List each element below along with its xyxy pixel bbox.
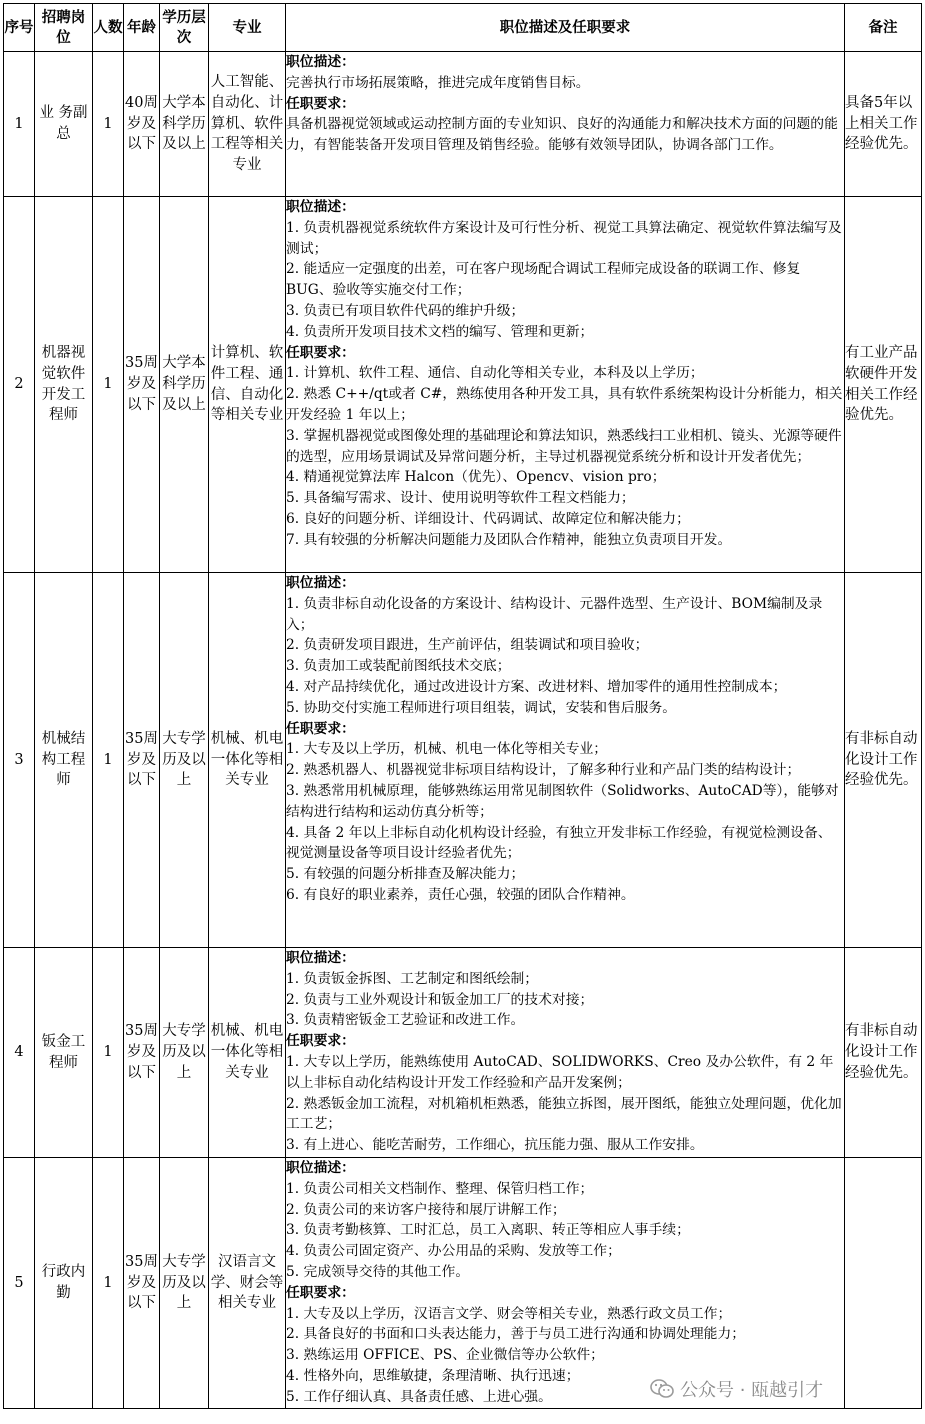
duty-item: 完善执行市场拓展策略，推进完成年度销售目标。 bbox=[286, 74, 590, 91]
requirement-item: 3. 掌握机器视觉或图像处理的基础理论和算法知识，熟悉线扫工业相机、镜头、光源等硬件的选型，应用场景调试及异常问题分析，主导过机器视觉系统分析和设计开发者优先； bbox=[286, 427, 842, 465]
requirement-item: 2. 熟悉 C++/qt或者 C#，熟练使用各种开发工具，具有软件系统架构设计分析能力，相关开发经验 1 年以上； bbox=[286, 386, 843, 423]
header-row bbox=[4, 4, 922, 52]
age-cell: 35周岁及以下 bbox=[124, 197, 160, 573]
header-position: 招聘岗位 bbox=[35, 4, 93, 52]
table-row bbox=[4, 1158, 922, 1409]
remark-cell: 有非标自动化设计工作经验优先。 bbox=[845, 573, 922, 948]
position-cell: 机器视觉软件开发工程师 bbox=[35, 197, 93, 573]
table-row bbox=[4, 52, 922, 197]
row-number: 5 bbox=[4, 1158, 35, 1409]
remark-cell: 具备5年以上相关工作经验优先。 bbox=[845, 52, 922, 197]
requirement-item: 6. 良好的问题分析、详细设计、代码调试、故障定位和解决能力； bbox=[286, 510, 690, 527]
age-cell: 35周岁及以下 bbox=[124, 948, 160, 1158]
duty-item: 2. 负责与工业外观设计和钣金加工厂的技术对接； bbox=[286, 991, 594, 1008]
remark-cell: 有非标自动化设计工作经验优先。 bbox=[845, 948, 922, 1158]
requirement-item: 1. 大专以上学历，能熟练使用 AutoCAD、SOLIDWORKS、Creo 及办公软件，有 2 年以上非标自动化结构设计开发工作经验和产品开发案例； bbox=[286, 1053, 834, 1091]
duty-item: 2. 能适应一定强度的出差，可在客户现场配合调试工程师完成设备的联调工作、修复 BUG、验收等实施交付工作； bbox=[286, 261, 801, 299]
wechat-official-account-icon bbox=[650, 1378, 674, 1400]
duty-heading: 职位描述： bbox=[286, 54, 355, 70]
requirement-item: 2. 熟悉钣金加工流程，对机箱机柜熟悉，能独立拆图，展开图纸，能独立处理问题，优化加工工艺； bbox=[286, 1095, 842, 1133]
major-cell: 机械、机电一体化等相关专业 bbox=[209, 948, 286, 1158]
count-cell: 1 bbox=[93, 52, 124, 197]
count-cell: 1 bbox=[93, 573, 124, 948]
duty-item: 5. 协助交付实施工程师进行项目组装，调试，安装和售后服务。 bbox=[286, 699, 677, 716]
duty-heading: 职位描述： bbox=[286, 575, 355, 591]
description-cell bbox=[286, 52, 845, 197]
major-cell: 汉语言文学、财会等相关专业 bbox=[209, 1158, 286, 1409]
duty-heading: 职位描述： bbox=[286, 1160, 355, 1176]
requirement-item: 4. 精通视觉算法库 Halcon（优先）、Opencv、vision pro； bbox=[286, 469, 666, 486]
requirement-heading: 任职要求： bbox=[286, 344, 355, 361]
requirement-item: 5. 具备编写需求、设计、使用说明等软件工程文档能力； bbox=[286, 490, 635, 507]
description-cell bbox=[286, 948, 845, 1158]
requirement-heading: 任职要求： bbox=[286, 1033, 355, 1050]
duty-item: 5. 完成领导交待的其他工作。 bbox=[286, 1263, 470, 1280]
duty-heading: 职位描述： bbox=[286, 199, 355, 215]
duty-item: 4. 负责所开发项目技术文档的编写、管理和更新； bbox=[286, 323, 594, 340]
watermark-label: 公众号 · 瓯越引才 bbox=[680, 1380, 824, 1401]
position-cell: 钣金工程师 bbox=[35, 948, 93, 1158]
table-row bbox=[4, 948, 922, 1158]
position-cell: 业 务副总 bbox=[35, 52, 93, 197]
position-cell: 机械结构工程师 bbox=[35, 573, 93, 948]
requirement-item: 2. 熟悉机器人、机器视觉非标项目结构设计，了解多种行业和产品门类的结构设计； bbox=[286, 762, 801, 779]
duty-item: 2. 负责公司的来访客户接待和展厅讲解工作； bbox=[286, 1201, 566, 1218]
remark-cell: 有工业产品软硬件开发相关工作经验优先。 bbox=[845, 197, 922, 573]
duty-item: 4. 负责公司固定资产、办公用品的采购、发放等工作； bbox=[286, 1243, 621, 1260]
education-cell: 大学本科学历及以上 bbox=[160, 197, 209, 573]
duty-item: 1. 负责公司相关文档制作、整理、保管归档工作； bbox=[286, 1180, 594, 1197]
header-age: 年龄 bbox=[124, 4, 160, 52]
row-number: 1 bbox=[4, 52, 35, 197]
recruitment-table bbox=[3, 3, 922, 1409]
duty-item: 1. 负责非标自动化设备的方案设计、结构设计、元器件选型、生产设计、BOM编制及录入； bbox=[286, 595, 823, 633]
requirement-item: 1. 大专及以上学历，机械、机电一体化等相关专业； bbox=[286, 741, 608, 758]
education-cell: 大专学历及以上 bbox=[160, 1158, 209, 1409]
requirement-item: 3. 熟悉常用机械原理，能够熟练运用常见制图软件（Solidworks、AutoCAD等），能够对结构进行结构和运动仿真分析等； bbox=[286, 782, 839, 820]
major-cell: 机械、机电一体化等相关专业 bbox=[209, 573, 286, 948]
row-number: 2 bbox=[4, 197, 35, 573]
education-cell: 大专学历及以上 bbox=[160, 948, 209, 1158]
position-cell: 行政内勤 bbox=[35, 1158, 93, 1409]
requirement-item: 3. 熟练运用 OFFICE、PS、企业微信等办公软件； bbox=[286, 1347, 604, 1364]
table-row bbox=[4, 573, 922, 948]
requirement-item: 5. 有较强的问题分析排查及解决能力； bbox=[286, 866, 525, 883]
header-education: 学历层次 bbox=[160, 4, 209, 52]
watermark bbox=[650, 1376, 912, 1402]
duty-item: 3. 负责精密钣金工艺验证和改进工作。 bbox=[286, 1012, 525, 1029]
requirement-item: 7. 具有较强的分析解决问题能力及团队合作精神，能独立负责项目开发。 bbox=[286, 531, 732, 548]
description-cell bbox=[286, 197, 845, 573]
requirement-heading: 任职要求： bbox=[286, 95, 355, 112]
education-cell: 大专学历及以上 bbox=[160, 573, 209, 948]
duty-item: 3. 负责考勤核算、工时汇总，员工入离职、转正等相应人事手续； bbox=[286, 1222, 690, 1239]
major-cell: 计算机、软件工程、通信、自动化等相关专业 bbox=[209, 197, 286, 573]
requirement-item: 具备机器视觉领域或运动控制方面的专业知识、良好的沟通能力和解决技术方面的问题的能力，有智能装备开发项目管理及销售经验。能够有效领导团队，协调各部门工作。 bbox=[286, 116, 838, 154]
count-cell: 1 bbox=[93, 1158, 124, 1409]
row-number: 3 bbox=[4, 573, 35, 948]
header-count: 人数 bbox=[93, 4, 124, 52]
duty-item: 4. 对产品持续优化，通过改进设计方案、改进材料、增加零件的通用性控制成本； bbox=[286, 678, 787, 695]
duty-heading: 职位描述： bbox=[286, 950, 355, 966]
duty-item: 1. 负责机器视觉系统软件方案设计及可行性分析、视觉工具算法确定、视觉软件算法编写及测试； bbox=[286, 219, 842, 257]
requirement-heading: 任职要求： bbox=[286, 720, 355, 737]
table-row bbox=[4, 197, 922, 573]
requirement-item: 3. 有上进心、能吃苦耐劳，工作细心，抗压能力强、服从工作安排。 bbox=[286, 1137, 704, 1154]
header-no: 序号 bbox=[4, 4, 35, 52]
requirement-item: 1. 大专及以上学历，汉语言文学、财会等相关专业，熟悉行政文员工作； bbox=[286, 1305, 732, 1322]
requirement-item: 1. 计算机、软件工程、通信、自动化等相关专业，本科及以上学历； bbox=[286, 365, 704, 382]
duty-item: 3. 负责加工或装配前图纸技术交底； bbox=[286, 658, 511, 675]
count-cell: 1 bbox=[93, 948, 124, 1158]
requirement-heading: 任职要求： bbox=[286, 1284, 355, 1301]
requirement-item: 4. 性格外向，思维敏捷，条理清晰、执行迅速； bbox=[286, 1367, 580, 1384]
row-number: 4 bbox=[4, 948, 35, 1158]
education-cell: 大学本科学历及以上 bbox=[160, 52, 209, 197]
requirement-item: 2. 具备良好的书面和口头表达能力，善于与员工进行沟通和协调处理能力； bbox=[286, 1326, 746, 1343]
description-cell bbox=[286, 573, 845, 948]
description-cell bbox=[286, 1158, 845, 1409]
duty-item: 1. 负责钣金拆图、工艺制定和图纸绘制； bbox=[286, 970, 539, 987]
age-cell: 40周岁及以下 bbox=[124, 52, 160, 197]
age-cell: 35周岁及以下 bbox=[124, 1158, 160, 1409]
requirement-item: 4. 具备 2 年以上非标自动化机构设计经验，有独立开发非标工作经验，有视觉检测设备、视觉测量设备等项目设计经验者优先； bbox=[286, 824, 832, 862]
requirement-item: 6. 有良好的职业素养，责任心强，较强的团队合作精神。 bbox=[286, 886, 635, 903]
age-cell: 35周岁及以下 bbox=[124, 573, 160, 948]
duty-item: 2. 负责研发项目跟进，生产前评估，组装调试和项目验收； bbox=[286, 637, 649, 654]
major-cell: 人工智能、自动化、计算机、软件工程等相关专业 bbox=[209, 52, 286, 197]
header-remark: 备注 bbox=[845, 4, 922, 52]
duty-item: 3. 负责已有项目软件代码的维护升级； bbox=[286, 302, 525, 319]
header-description: 职位描述及任职要求 bbox=[286, 4, 845, 52]
header-major: 专业 bbox=[209, 4, 286, 52]
requirement-item: 5. 工作仔细认真、具备责任感、上进心强。 bbox=[286, 1388, 552, 1405]
count-cell: 1 bbox=[93, 197, 124, 573]
remark-cell bbox=[845, 1158, 922, 1409]
